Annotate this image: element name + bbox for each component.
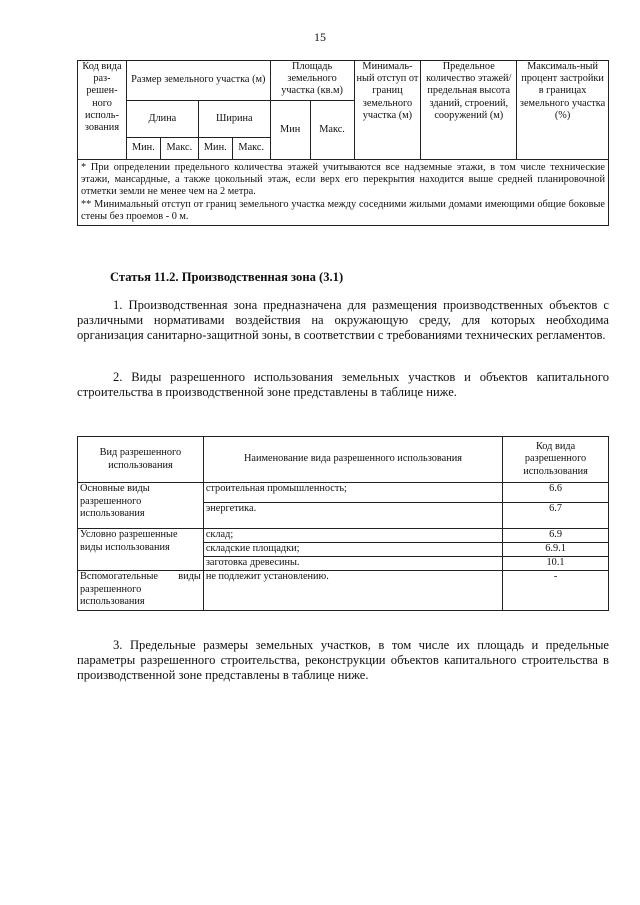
header-width-max: Макс.: [232, 138, 270, 160]
header-min-setback: Минималь-ный отступ от границ земельного участка (м): [354, 61, 421, 160]
header-max-coverage: Максималь-ный процент застройки в границах земельного участка (%): [517, 61, 609, 160]
note-floors: * При определении предельного количества этажей учитываются все надземные этажи, в том числе технические этажи, мансардные, а также цокольный этаж, если верх его перекрытия находится выше средней планировочной отметки земли не менее чем на 2 метра.: [81, 162, 605, 198]
parameters-table: [77, 60, 609, 226]
header-length-min: Мин.: [126, 138, 160, 160]
header-area: Площадь земельного участка (кв.м): [270, 61, 354, 101]
use-name: заготовка древесины.: [203, 557, 502, 571]
use-name: не подлежит установлению.: [203, 571, 502, 611]
header-use-name: Наименование вида разрешенного использования: [203, 437, 502, 483]
note-setback: ** Минимальный отступ от границ земельного участка между соседними жилыми домами имеющими общие боковые стены без проемов - 0 м.: [81, 198, 605, 222]
use-name: склад;: [203, 529, 502, 543]
use-code: 6.7: [503, 503, 609, 529]
header-area-min: Мин: [270, 101, 310, 160]
table-notes: [78, 160, 609, 226]
page-number: 15: [314, 30, 326, 44]
header-code: Код вида раз-решен-ного исполь-зования: [78, 61, 127, 160]
use-name: энергетика.: [203, 503, 502, 529]
group-auxiliary-label: Вспомогательные виды разрешенного использования: [78, 571, 204, 611]
use-code: 6.9.1: [503, 543, 609, 557]
header-length: Длина: [126, 101, 198, 138]
header-use-code: Код вида разрешенного использования: [503, 437, 609, 483]
paragraph-1: 1. Производственная зона предназначена для размещения производственных объектов с различными нормативами воздействия на окружающую среду, для которых необходима организация санитарно-защитной зоны, в соответствии с требованиями технических регламентов.: [77, 298, 609, 342]
header-length-max: Макс.: [160, 138, 198, 160]
permitted-use-table: [77, 436, 609, 611]
group-main-label: Основные виды разрешенного использования: [78, 483, 204, 529]
header-width: Ширина: [198, 101, 270, 138]
use-name: складские площадки;: [203, 543, 502, 557]
article-heading: Статья 11.2. Производственная зона (3.1): [110, 270, 344, 284]
header-area-max: Макс.: [310, 101, 354, 160]
use-code: 6.6: [503, 483, 609, 503]
paragraph-3: 3. Предельные размеры земельных участков, в том числе их площадь и предельные параметры разрешенного строительства, реконструкции объектов капитального строительства в производственной зоне представлены в таблице ниже.: [77, 638, 609, 682]
group-conditional-label: Условно разрешенные виды использования: [78, 529, 204, 571]
paragraph-2: 2. Виды разрешенного использования земельных участков и объектов капитального строительства в производственной зоне представлены в таблице ниже.: [77, 370, 609, 399]
use-code: 6.9: [503, 529, 609, 543]
header-use-type: Вид разрешенного использования: [78, 437, 204, 483]
header-max-floors: Предельное количество этажей/ предельная высота зданий, строений, сооружений (м): [421, 61, 517, 160]
use-code: -: [503, 571, 609, 611]
header-size: Размер земельного участка (м): [126, 61, 270, 101]
use-name: строительная промышленность;: [203, 483, 502, 503]
header-width-min: Мин.: [198, 138, 232, 160]
use-code: 10.1: [503, 557, 609, 571]
